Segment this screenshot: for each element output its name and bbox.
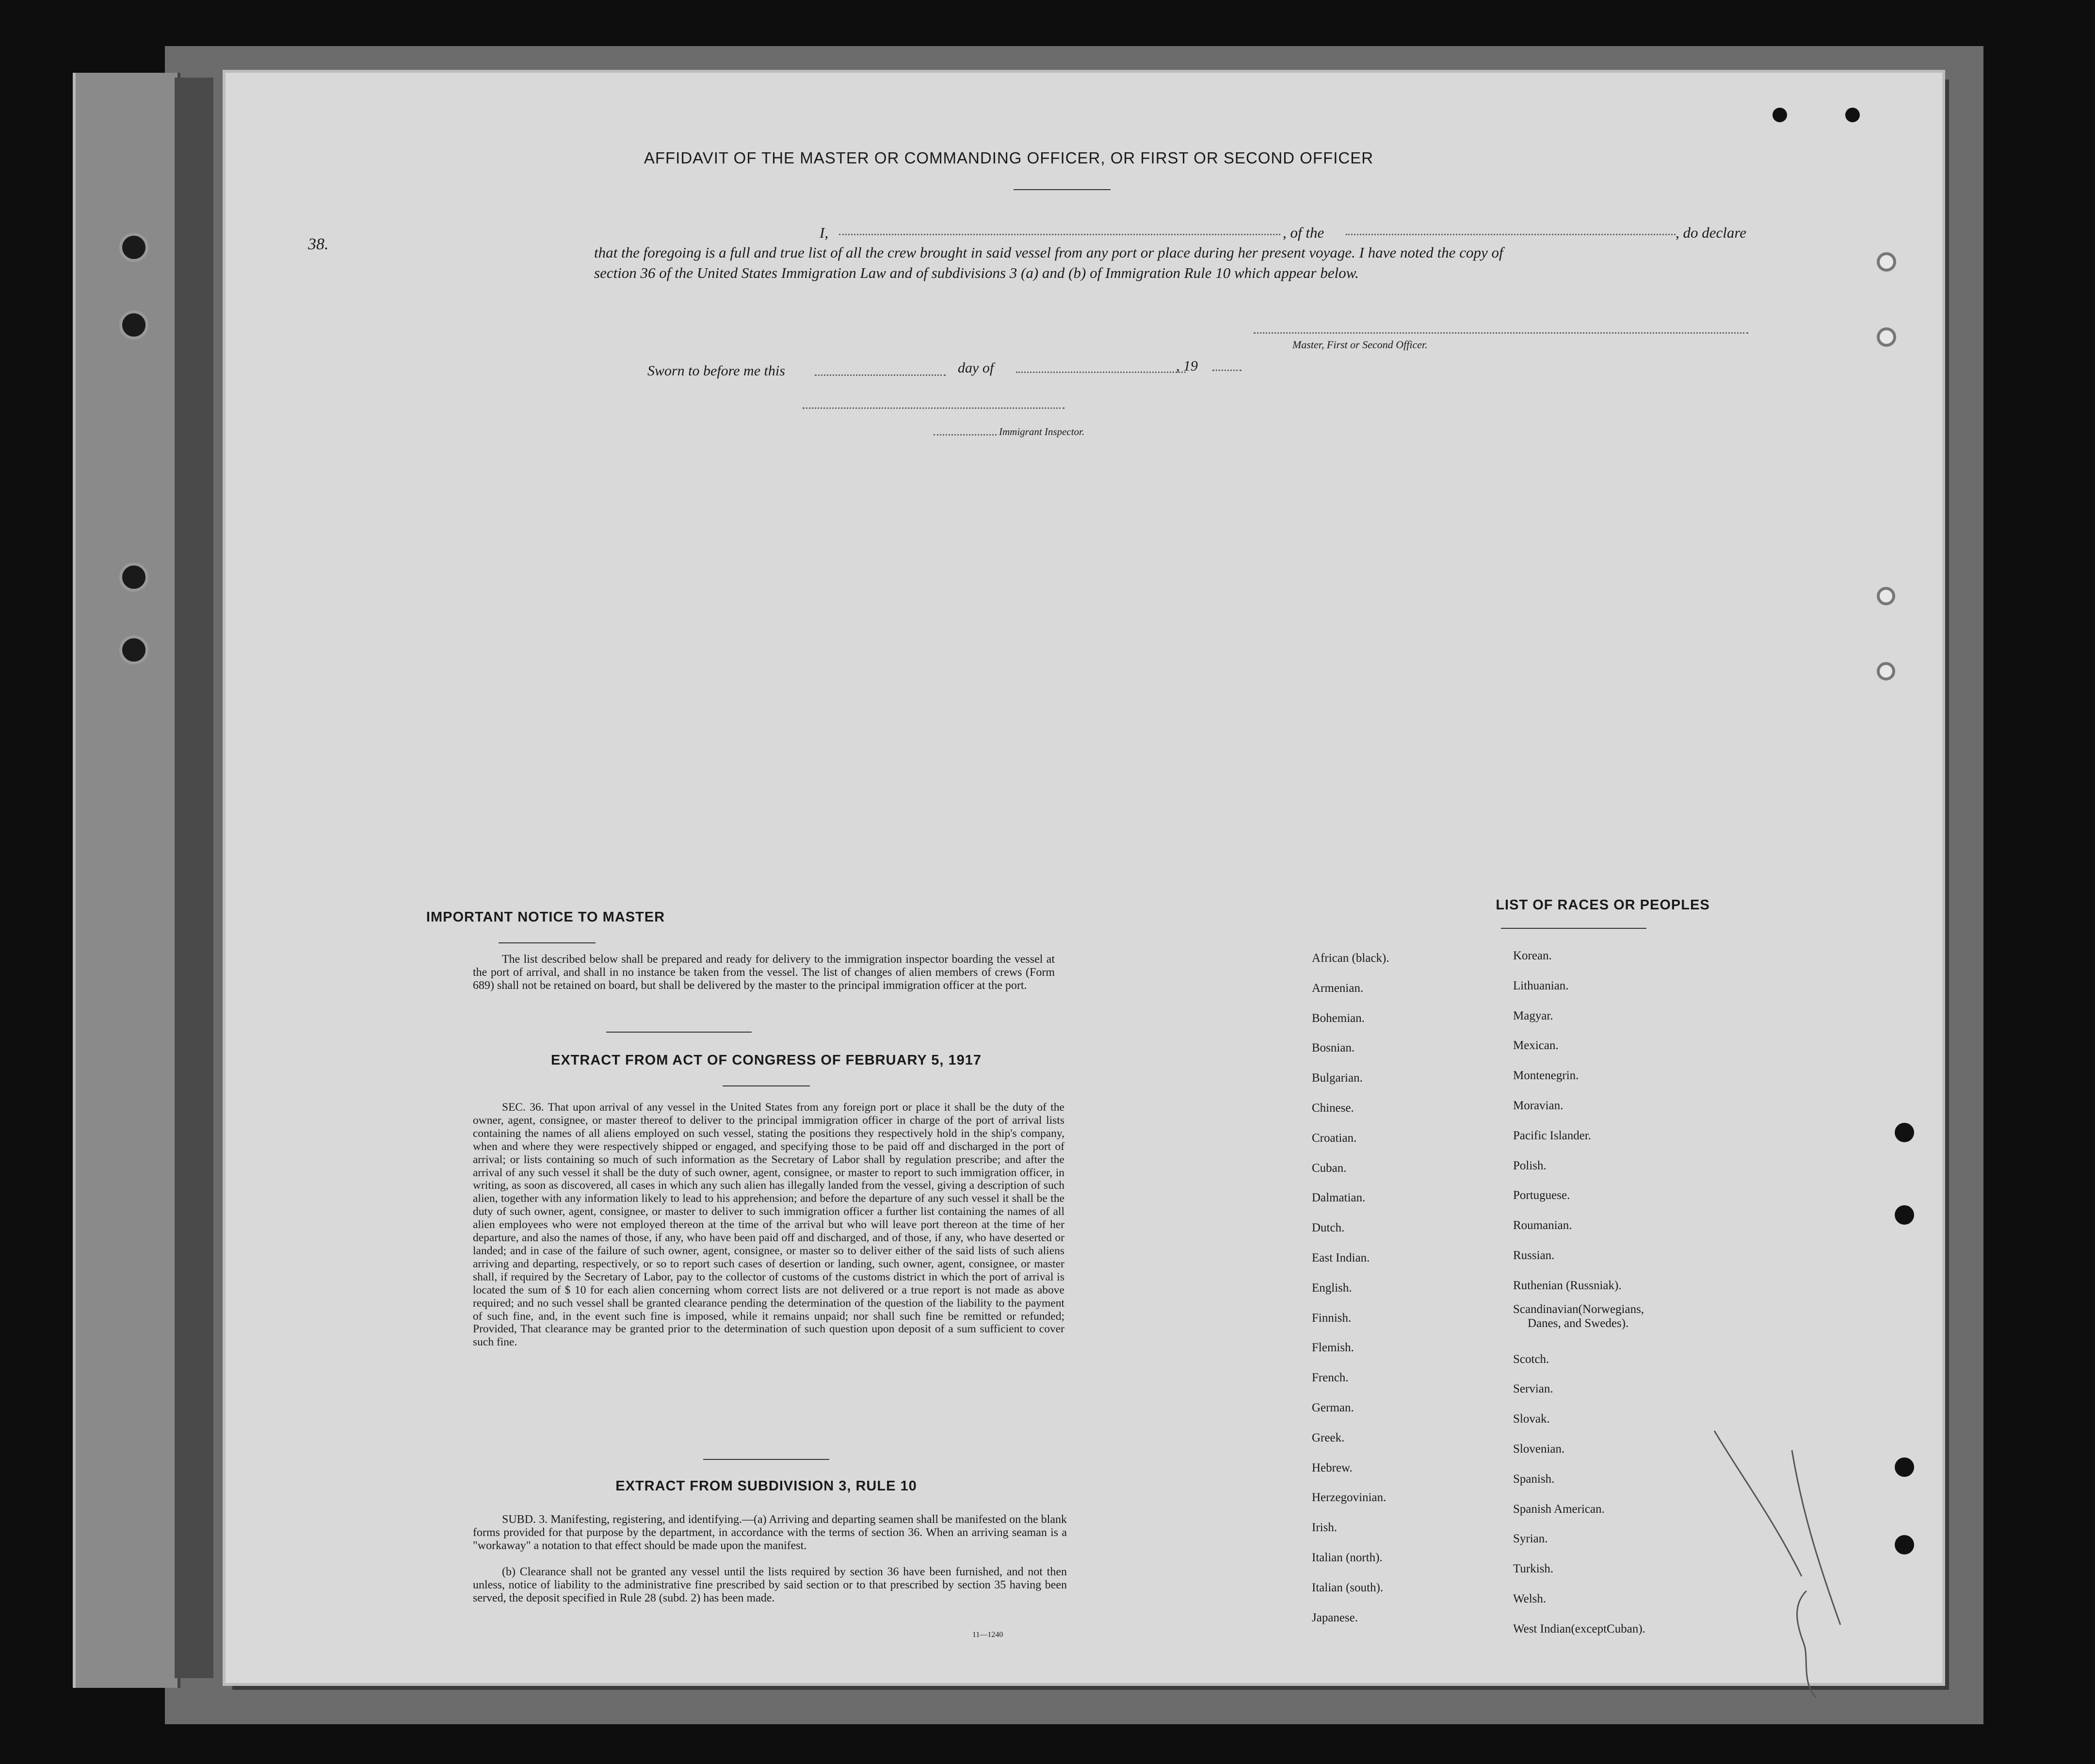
race-item: Cuban. [1312, 1161, 1347, 1175]
binder-strip [73, 73, 180, 1688]
race-item: Bosnian. [1312, 1041, 1355, 1055]
punch-dot [1895, 1123, 1914, 1142]
race-item: Slovak. [1513, 1412, 1550, 1426]
race-item: Herzegovinian. [1312, 1491, 1386, 1505]
race-item: Croatian. [1312, 1131, 1357, 1145]
race-item: Spanish. [1513, 1472, 1555, 1486]
race-item: Portuguese. [1513, 1189, 1570, 1202]
act-title: EXTRACT FROM ACT OF CONGRESS OF FEBRUARY 5, 1917 [550, 1052, 982, 1068]
race-item: Roumanian. [1513, 1219, 1572, 1232]
race-item: African (black). [1312, 952, 1389, 965]
rule-title: EXTRACT FROM SUBDIVISION 3, RULE 10 [615, 1478, 917, 1494]
sworn-prefix: Sworn to before me this [647, 363, 785, 379]
section-rule-2 [703, 1459, 829, 1460]
binder-edge [175, 78, 213, 1678]
race-item-continuation: Danes, and Swedes). [1528, 1316, 1629, 1330]
punch-dot [1895, 1535, 1914, 1554]
vessel-blank[interactable] [1346, 234, 1676, 235]
race-item: Greek. [1312, 1431, 1345, 1444]
notice-text: The list described below shall be prepared and ready for delivery to the immigration inspector boarding the vessel at the port of arrival, and shall in no instance be taken from the vessel. The list of changes of alien members of crews (Form 689) shall not be retained on board, but shall be delivered by the master to the principal immigration officer at the port. [473, 953, 1055, 992]
race-item: Servian. [1513, 1382, 1553, 1396]
race-item: Flemish. [1312, 1341, 1354, 1355]
punch-hole [1877, 252, 1896, 272]
punch-hole [1877, 327, 1896, 347]
race-item: Dalmatian. [1312, 1191, 1366, 1205]
race-item: Dutch. [1312, 1221, 1345, 1235]
races-left-column [1312, 943, 1389, 1633]
race-item: Italian (north). [1312, 1551, 1383, 1564]
race-item: Ruthenian (Russniak). [1513, 1278, 1622, 1292]
race-item: West Indian(exceptCuban). [1513, 1622, 1645, 1635]
act-text: SEC. 36. That upon arrival of any vessel in the United States from any foreign port or place it shall be the duty of the owner, agent, consignee, or master thereof to deliver to the principal immigration officer in charge of the port of arrival lists containing the names of all aliens employed on such vessel, stating the positions they respectively hold in the ship's company, when and where they were respectively shipped or engaged, and specifying those to be paid off and discharged in the port of arrival; or lists containing so much of such information as the Secretary of Labor shall by regulation prescribe; and after the arrival of any such vessel it shall be the duty of such owner, agent, consignee, or master to report to such immigration officer, in writing, as soon as discovered, all cases in which any such alien has illegally landed from the vessel, giving a description of such alien, together with any information likely to lead to his apprehension; and before the departure of any such vessel it shall be the duty of such owner, agent, consignee, or master to deliver to such immigration officer a further list containing the names of all alien employees who were not employed thereon at the time of the arrival but who will leave port thereon at the time of her departure, and also the names of those, if any, who have been paid off and discharged, and of those, if any, who have deserted or landed; and in case of the failure of such owner, agent, consignee, or master so to deliver either of the said lists of such aliens arriving and departing, respectively, or so to report such cases of desertion or landing, such owner, agent, consignee, or master shall, if required by the Secretary of Labor, pay to the collector of customs of the customs district in which the port of arrival is located the sum of $ 10 for each alien concerning whom correct lists are not delivered or a true report is not made as above required; and no such vessel shall be granted clearance pending the determination of the question of the liability to the payment of such fine, and, in the event such fine is imposed, while it remains unpaid; nor shall such fine be remitted or refunded; Provided, That clearance may be granted prior to the determination of such question upon deposit of a sum sufficient to cover such fine. [473, 1101, 1064, 1349]
decl-i: I, [820, 224, 829, 241]
rule-text-a: SUBD. 3. Manifesting, registering, and identifying.—(a) Arriving and departing seamen shall be manifested on the blank forms provided for that purpose by the department, in accordance with the terms of section 36. When an arriving seaman is a "workaway" a notation to that effect should be made upon the manifest. [473, 1513, 1067, 1552]
punch-hole [1877, 662, 1895, 680]
inspector-blank[interactable] [803, 407, 1064, 409]
race-item: Bohemian. [1312, 1011, 1365, 1025]
punch-dot [1895, 1205, 1914, 1225]
race-item: Magyar. [1513, 1009, 1553, 1022]
decl-do-declare: , do declare [1676, 224, 1747, 241]
punch-hole [1877, 587, 1895, 605]
race-item: Bulgarian. [1312, 1071, 1363, 1085]
affidavit-title: AFFIDAVIT OF THE MASTER OR COMMANDING OFFICER, OR FIRST OR SECOND OFFICER [644, 149, 1374, 167]
sworn-year: , 19 [1176, 358, 1198, 374]
notice-rule [499, 942, 596, 943]
race-item: Turkish. [1513, 1562, 1554, 1576]
race-item: French. [1312, 1371, 1349, 1385]
race-item: Moravian. [1513, 1099, 1563, 1112]
race-item: English. [1312, 1281, 1352, 1295]
race-item: Montenegrin. [1513, 1069, 1579, 1083]
sworn-day: day of [958, 360, 994, 376]
race-item: Japanese. [1312, 1611, 1358, 1624]
race-item: German. [1312, 1401, 1354, 1414]
section-rule [606, 1032, 752, 1033]
races-rule [1501, 928, 1646, 929]
race-item: Welsh. [1513, 1592, 1547, 1605]
race-item: Scandinavian(Norwegians, [1513, 1302, 1644, 1316]
signature-blank[interactable] [1254, 332, 1748, 334]
binder-hole [119, 635, 148, 664]
margin-mark: 38. [308, 235, 329, 253]
race-item: Korean. [1513, 949, 1552, 962]
races-right-column [1513, 941, 1645, 1644]
form-number: 11—1240 [972, 1631, 1003, 1639]
affidavit-body: that the foregoing is a full and true list of all the crew brought in said vessel from any port or place during her present voyage. I have noted the copy of section 36 of the United States Immigration Law and of subdivisions 3 (a) and (b) of Immigration Rule 10 which appear below. [594, 244, 1503, 281]
notice-title: IMPORTANT NOTICE TO MASTER [426, 909, 665, 925]
punch-dot [1773, 108, 1787, 122]
sworn-month-blank[interactable] [1016, 372, 1186, 373]
races-title: LIST OF RACES OR PEOPLES [1496, 897, 1710, 913]
inspector-caption: Immigrant Inspector. [999, 426, 1085, 437]
race-item: Finnish. [1312, 1311, 1352, 1325]
race-item: Slovenian. [1513, 1442, 1565, 1456]
race-item: Hebrew. [1312, 1461, 1353, 1474]
race-item: Polish. [1513, 1159, 1547, 1172]
act-rule [723, 1085, 810, 1086]
race-item: Irish. [1312, 1521, 1338, 1535]
punch-dot [1845, 108, 1860, 122]
race-item: Italian (south). [1312, 1581, 1384, 1594]
race-item: Russian. [1513, 1248, 1555, 1262]
race-item: Armenian. [1312, 981, 1364, 995]
race-item: Syrian. [1513, 1532, 1548, 1546]
race-item: Mexican. [1513, 1039, 1559, 1052]
race-item: Scotch. [1513, 1352, 1549, 1366]
rule-text-b: (b) Clearance shall not be granted any vessel until the lists required by section 36 have been furnished, and not then unless, notice of liability to the administrative fine prescribed by said section or to that prescribed by section 35 having been served, the deposit specified in Rule 28 (subd. 2) has been made. [473, 1566, 1067, 1604]
race-item: Pacific Islander. [1513, 1129, 1592, 1142]
pencil-mark [1705, 1421, 1865, 1732]
sworn-day-blank[interactable] [815, 374, 946, 376]
signature-caption: Master, First or Second Officer. [1292, 339, 1428, 351]
document-page [226, 73, 1942, 1683]
race-item-multiline [1513, 1301, 1645, 1344]
race-item: Chinese. [1312, 1101, 1354, 1115]
binder-hole [119, 233, 148, 262]
inspector-blank-2[interactable] [934, 434, 997, 436]
binder-hole [119, 310, 148, 340]
name-blank[interactable] [839, 234, 1280, 235]
binder-hole [119, 563, 148, 592]
sworn-year-blank[interactable] [1212, 370, 1241, 371]
decl-of-the: , of the [1283, 224, 1324, 241]
race-item: Spanish American. [1513, 1502, 1605, 1516]
race-item: East Indian. [1312, 1251, 1370, 1264]
title-rule [1014, 189, 1111, 190]
punch-dot [1895, 1457, 1914, 1477]
race-item: Lithuanian. [1513, 979, 1569, 992]
